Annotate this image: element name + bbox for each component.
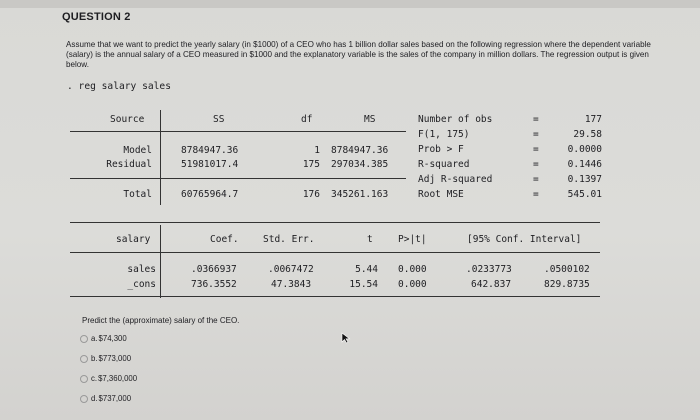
answer-option-d[interactable] xyxy=(80,394,131,403)
coef-row-p: 0.000 xyxy=(398,264,427,275)
option-text: $74,300 xyxy=(98,334,127,343)
option-letter: c. xyxy=(91,374,98,383)
coef-header-var: salary xyxy=(116,234,151,245)
coef-row-coef: .0366937 xyxy=(191,264,237,275)
answer-option-a[interactable] xyxy=(80,334,127,343)
question-heading: QUESTION 2 xyxy=(62,11,131,23)
answer-option-b[interactable] xyxy=(80,354,131,363)
stat-label: Adj R-squared xyxy=(418,174,493,185)
coef-row-t: 5.44 xyxy=(355,264,378,275)
anova-header-ms: MS xyxy=(364,114,376,125)
coef-rule-mid xyxy=(70,252,600,253)
option-letter: b. xyxy=(91,354,98,363)
anova-row-source: Model xyxy=(123,145,152,156)
coef-rule-top xyxy=(70,222,600,223)
coef-row-var: sales xyxy=(127,264,156,275)
anova-row-source: Residual xyxy=(106,159,152,170)
coef-row-hi: 829.8735 xyxy=(544,279,590,290)
radio-button[interactable] xyxy=(80,375,88,383)
anova-header-source: Source xyxy=(110,114,145,125)
stat-label: R-squared xyxy=(418,159,470,170)
anova-header-ss: SS xyxy=(213,114,225,125)
coef-row-t: 15.54 xyxy=(349,279,378,290)
option-letter: a. xyxy=(91,334,98,343)
anova-header-df: df xyxy=(301,114,313,125)
question-text: Assume that we want to predict the yearly salary (in $1000) of a CEO who has 1 billion dollar sales based on the following regression where the dependent variable (salary) is the annual salary of a CEO measured in $1000 and the explanatory variable is the sales of the company in million dollars. The regression output is given below. xyxy=(66,40,651,69)
coef-rule-bottom xyxy=(70,296,600,297)
anova-row-source: Total xyxy=(123,189,152,200)
stat-value: 0.1446 xyxy=(567,159,602,170)
option-text: $773,000 xyxy=(98,354,132,363)
option-text: $737,000 xyxy=(98,394,132,403)
coef-row-coef: 736.3552 xyxy=(191,279,237,290)
anova-row-ms: 297034.385 xyxy=(331,159,389,170)
anova-row-df: 175 xyxy=(302,159,320,170)
stat-label: Root MSE xyxy=(418,189,464,200)
stat-value: 0.1397 xyxy=(567,174,602,185)
coef-row-p: 0.000 xyxy=(398,279,427,290)
stat-eq: = xyxy=(533,144,539,155)
anova-row-ss: 60765964.7 xyxy=(181,189,239,200)
mouse-cursor-icon xyxy=(341,332,351,344)
prediction-prompt: Predict the (approximate) salary of the CEO. xyxy=(82,316,240,325)
coef-header-p: P>|t| xyxy=(398,234,427,245)
top-strip xyxy=(0,0,700,8)
stat-value: 177 xyxy=(584,114,602,125)
coef-header-t: t xyxy=(367,234,373,245)
anova-divider xyxy=(160,110,161,205)
anova-row-ss: 8784947.36 xyxy=(181,145,239,156)
coef-header-ci: [95% Conf. Interval] xyxy=(467,234,582,245)
stat-eq: = xyxy=(533,189,539,200)
stat-eq: = xyxy=(533,159,539,170)
coef-header-se: Std. Err. xyxy=(263,234,315,245)
stat-value: 545.01 xyxy=(567,189,602,200)
coef-row-lo: .0233773 xyxy=(466,264,512,275)
coef-row-se: 47.3843 xyxy=(271,279,312,290)
stat-eq: = xyxy=(533,129,539,140)
stat-value: 0.0000 xyxy=(567,144,602,155)
radio-button[interactable] xyxy=(80,355,88,363)
stat-value: 29.58 xyxy=(573,129,602,140)
stata-command: . reg salary sales xyxy=(67,81,171,92)
coef-row-var: _cons xyxy=(127,279,156,290)
stat-label: Prob > F xyxy=(418,144,464,155)
anova-row-df: 176 xyxy=(302,189,320,200)
stat-eq: = xyxy=(533,174,539,185)
anova-row-ms: 8784947.36 xyxy=(331,145,389,156)
answer-option-c[interactable] xyxy=(80,374,137,383)
anova-row-ms: 345261.163 xyxy=(331,189,389,200)
coef-header-coef: Coef. xyxy=(210,234,239,245)
option-text: $7,360,000 xyxy=(98,374,138,383)
anova-rule-top xyxy=(70,131,406,132)
radio-button[interactable] xyxy=(80,335,88,343)
stat-label: F(1, 175) xyxy=(418,129,470,140)
anova-row-df: 1 xyxy=(314,145,320,156)
radio-button[interactable] xyxy=(80,395,88,403)
anova-rule-total xyxy=(70,178,406,179)
anova-row-ss: 51981017.4 xyxy=(181,159,239,170)
option-letter: d. xyxy=(91,394,98,403)
coef-divider xyxy=(160,225,161,298)
coef-row-lo: 642.837 xyxy=(471,279,512,290)
stat-eq: = xyxy=(533,114,539,125)
coef-row-se: .0067472 xyxy=(268,264,314,275)
coef-row-hi: .0500102 xyxy=(544,264,590,275)
stat-label: Number of obs xyxy=(418,114,493,125)
